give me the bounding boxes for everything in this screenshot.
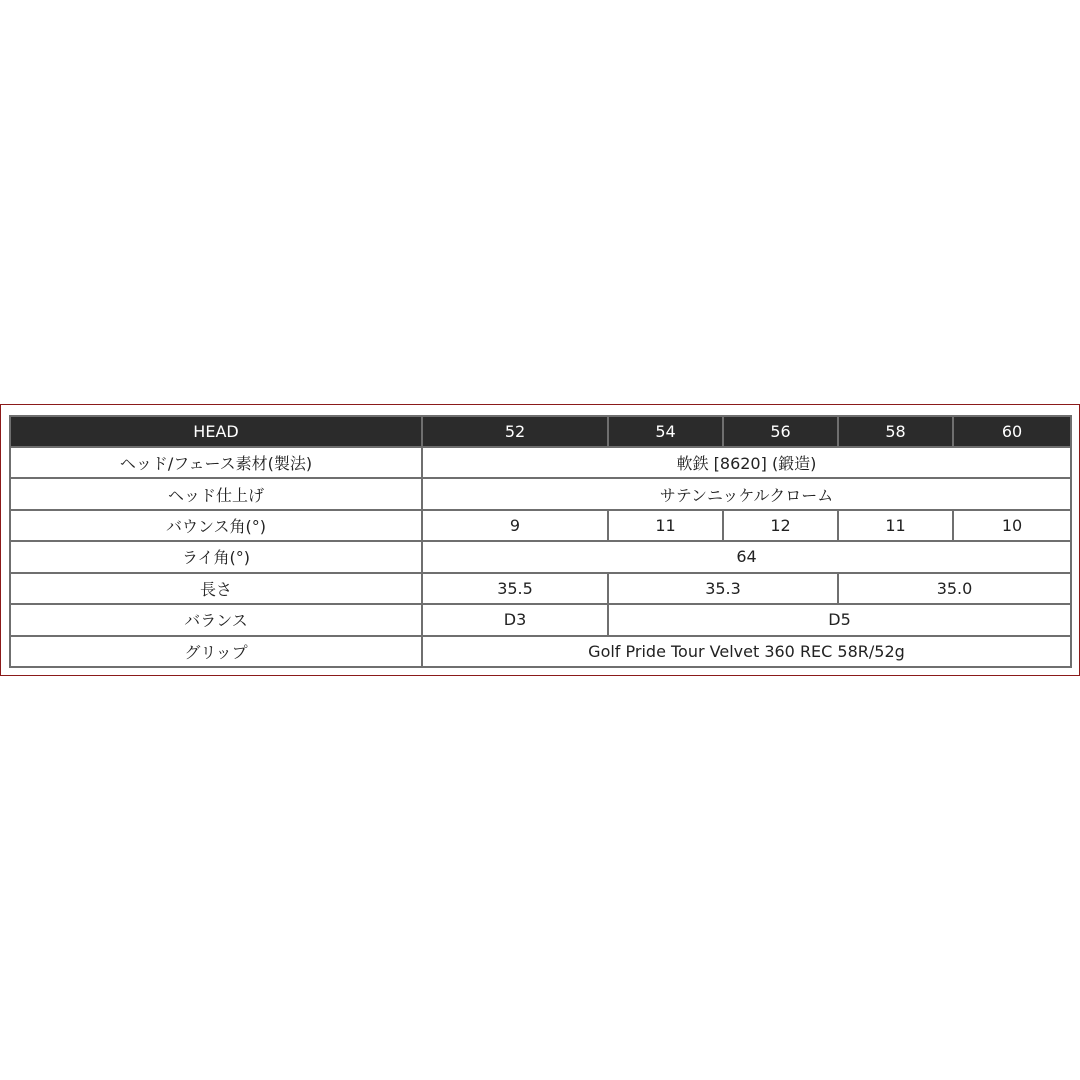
material-label: ヘッド/フェース素材(製法) (10, 447, 422, 478)
bounce-value-54: 11 (608, 510, 723, 541)
header-loft-58: 58 (838, 416, 953, 447)
head-spec-table (9, 415, 1072, 668)
length-value-52: 35.5 (422, 573, 608, 604)
material-value: 軟鉄 [8620] (鍛造) (422, 447, 1071, 478)
table-row-bounce (10, 510, 1071, 541)
balance-value-52: D3 (422, 604, 608, 635)
length-value-54-56: 35.3 (608, 573, 838, 604)
header-row (10, 416, 1071, 447)
bounce-value-60: 10 (953, 510, 1071, 541)
bounce-label: バウンス角(°) (10, 510, 422, 541)
grip-value: Golf Pride Tour Velvet 360 REC 58R/52g (422, 636, 1071, 667)
grip-label: グリップ (10, 636, 422, 667)
lie-value: 64 (422, 541, 1071, 572)
lie-label: ライ角(°) (10, 541, 422, 572)
table-row-material (10, 447, 1071, 478)
table-row-length (10, 573, 1071, 604)
header-loft-52: 52 (422, 416, 608, 447)
length-label: 長さ (10, 573, 422, 604)
balance-label: バランス (10, 604, 422, 635)
finish-value: サテンニッケルクローム (422, 478, 1071, 509)
table-row-lie (10, 541, 1071, 572)
header-loft-54: 54 (608, 416, 723, 447)
header-loft-60: 60 (953, 416, 1071, 447)
header-head-label: HEAD (10, 416, 422, 447)
bounce-value-56: 12 (723, 510, 838, 541)
table-row-balance (10, 604, 1071, 635)
finish-label: ヘッド仕上げ (10, 478, 422, 509)
table-row-grip (10, 636, 1071, 667)
spec-table-frame (0, 404, 1080, 676)
length-value-58-60: 35.0 (838, 573, 1071, 604)
balance-value-54-60: D5 (608, 604, 1071, 635)
table-row-finish (10, 478, 1071, 509)
bounce-value-58: 11 (838, 510, 953, 541)
bounce-value-52: 9 (422, 510, 608, 541)
header-loft-56: 56 (723, 416, 838, 447)
